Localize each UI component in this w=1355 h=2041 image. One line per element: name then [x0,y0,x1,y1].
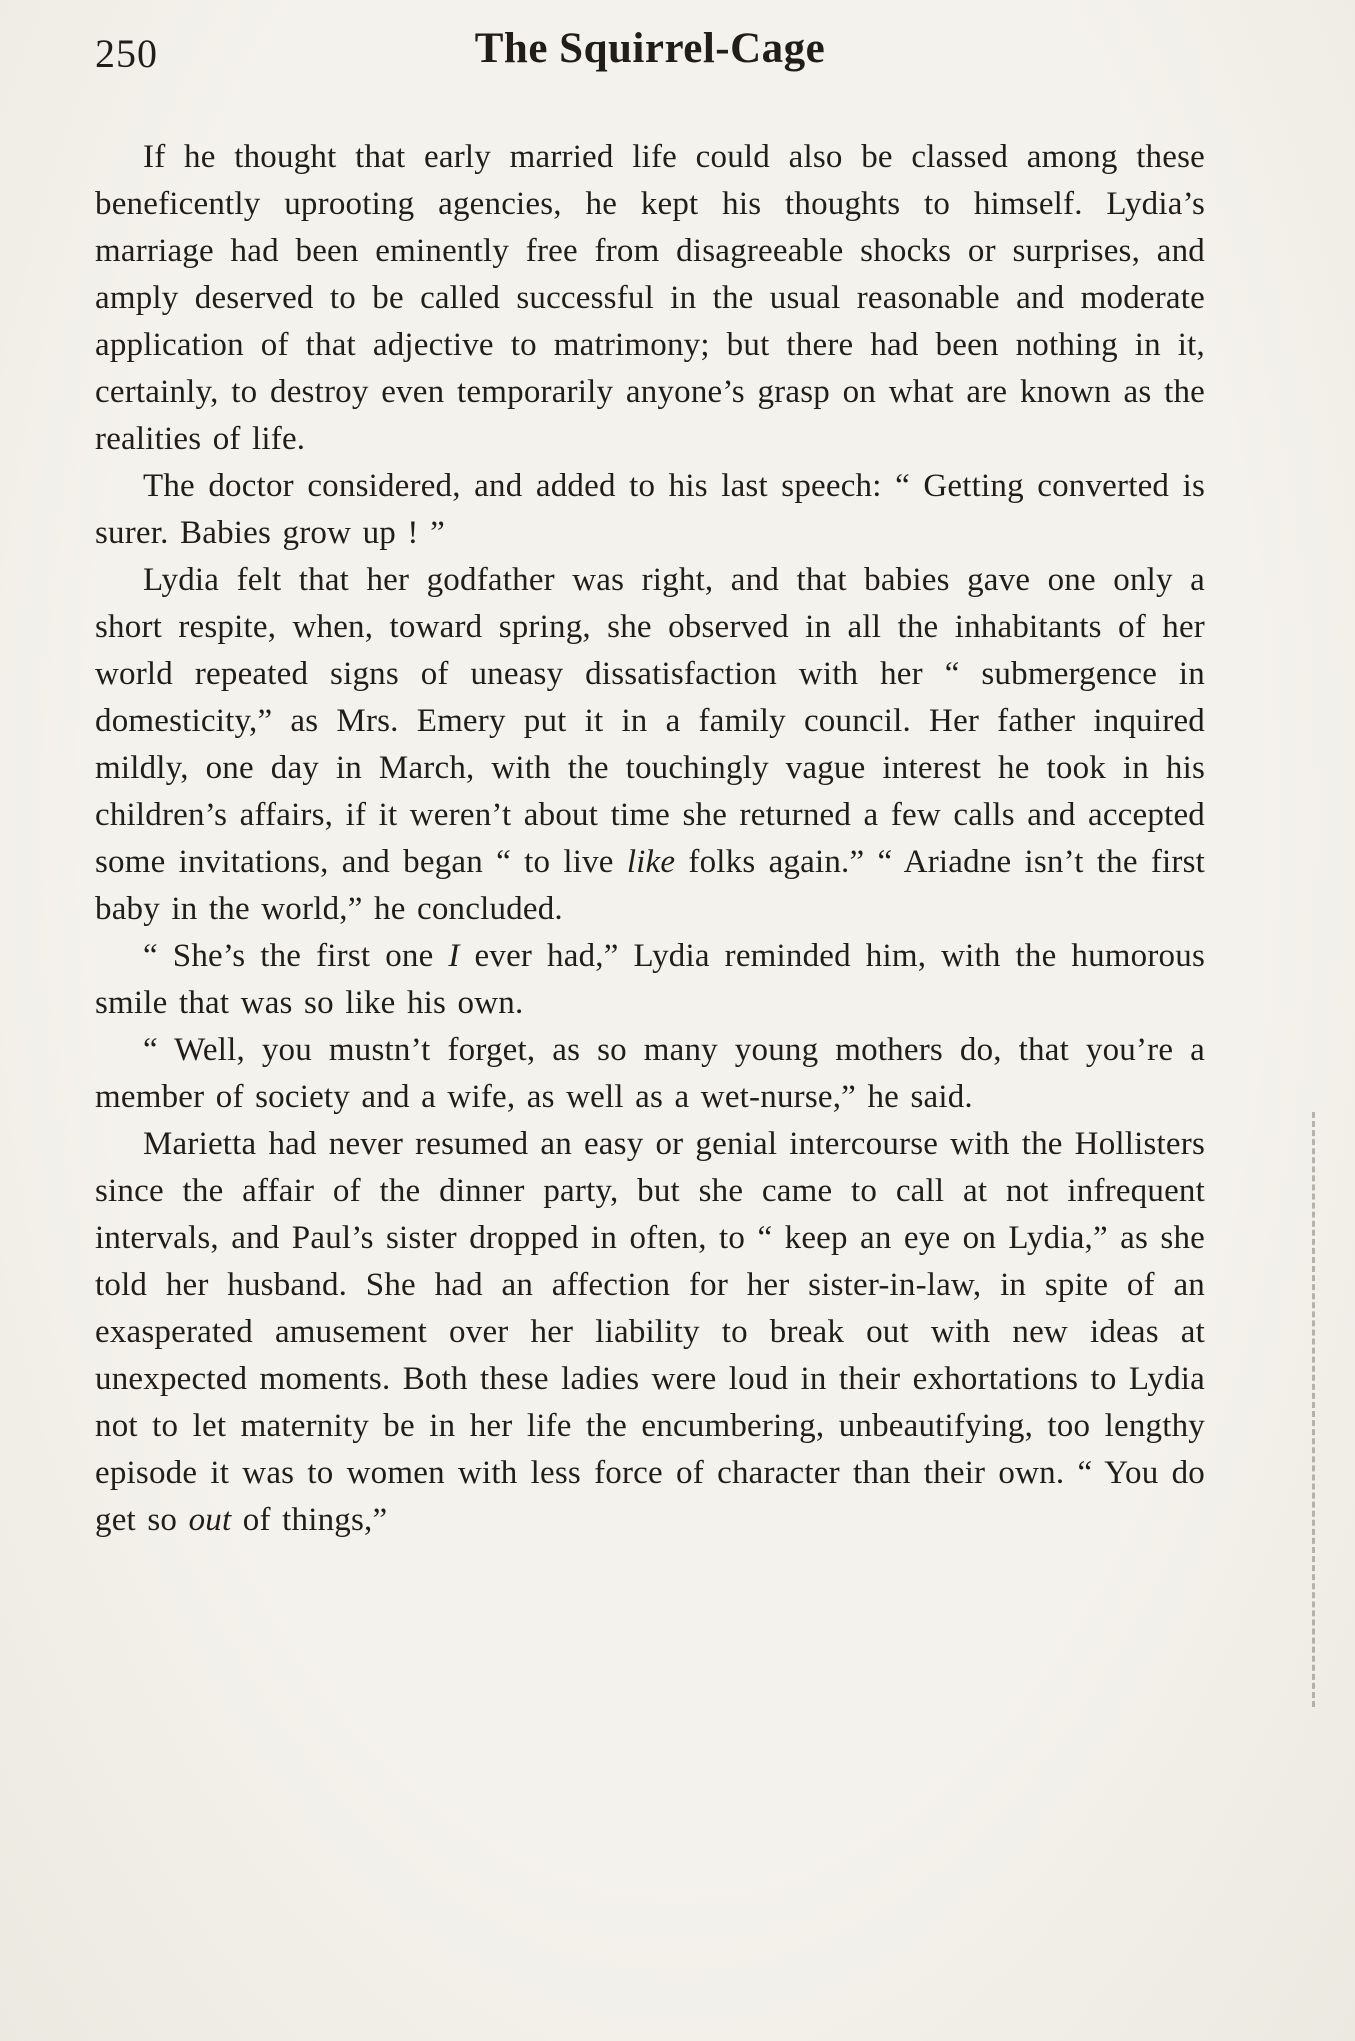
running-title: The Squirrel-Cage [474,25,826,72]
text-run: Lydia felt that her godfather was right, and that babies gave one only a short respite, when, toward spring, she observed in all the inhabitants of her world repeated signs of uneasy dissatisfaction with her “ submergence in domesticity,” as Mrs. Emery put it in a family council. Her father inquired mildly, one day in March, with the touchingly vague interest he took in his children’s affairs, if it weren’t about time she returned a few calls and accepted some invitations, and began “ to live [95,562,1205,880]
paragraph [95,134,1205,463]
text-run: ever had,” Lydia reminded him, with the humorous smile that was so like his own. [95,938,1205,1021]
text-run: of things,” [231,1502,388,1538]
italic-text-run: I [448,938,460,974]
text-run: The doctor considered, and added to his last speech: “ Getting converted is surer. Babies grow up ! ” [95,468,1205,551]
text-run: Marietta had never resumed an easy or genial intercourse with the Hollisters since the affair of the dinner party, but she came to call at not infrequent intervals, and Paul’s sister dropped in often, to “ keep an eye on Lydia,” as she told her husband. She had an affection for her sister-in-law, in spite of an exasperated amusement over her liability to break out with new ideas at unexpected moments. Both these ladies were loud in their exhortations to Lydia not to let maternity be in her life the encumbering, unbeautifying, too lengthy episode it was to women with less force of character than their own. “ You do get so [95,1126,1205,1538]
paragraph [95,463,1205,557]
text-run: “ She’s the first one [143,938,449,974]
text-run: folks again.” “ Ariadne isn’t the first baby in the world,” he concluded. [95,844,1205,927]
paragraph [95,1027,1205,1121]
scan-artifact-line [1312,1112,1315,1707]
paragraph [95,557,1205,933]
italic-text-run: like [626,844,676,880]
paragraph [95,1121,1205,1544]
paragraph [95,933,1205,1027]
page-number: 250 [95,31,158,76]
page-body [95,134,1205,1544]
text-run: If he thought that early married life could also be classed among these beneficently uprooting agencies, he kept his thoughts to himself. Lydia’s marriage had been eminently free from disagreeable shocks or surprises, and amply deserved to be called successful in the usual reasonable and moderate application of that adjective to matrimony; but there had been nothing in it, certainly, to destroy even temporarily anyone’s grasp on what are known as the realities of life. [95,139,1205,457]
italic-text-run: out [188,1502,232,1538]
text-run: “ Well, you mustn’t forget, as so many young mothers do, that you’re a member of society and a wife, as well as a wet-nurse,” he said. [95,1032,1205,1115]
page-header [95,24,1205,96]
